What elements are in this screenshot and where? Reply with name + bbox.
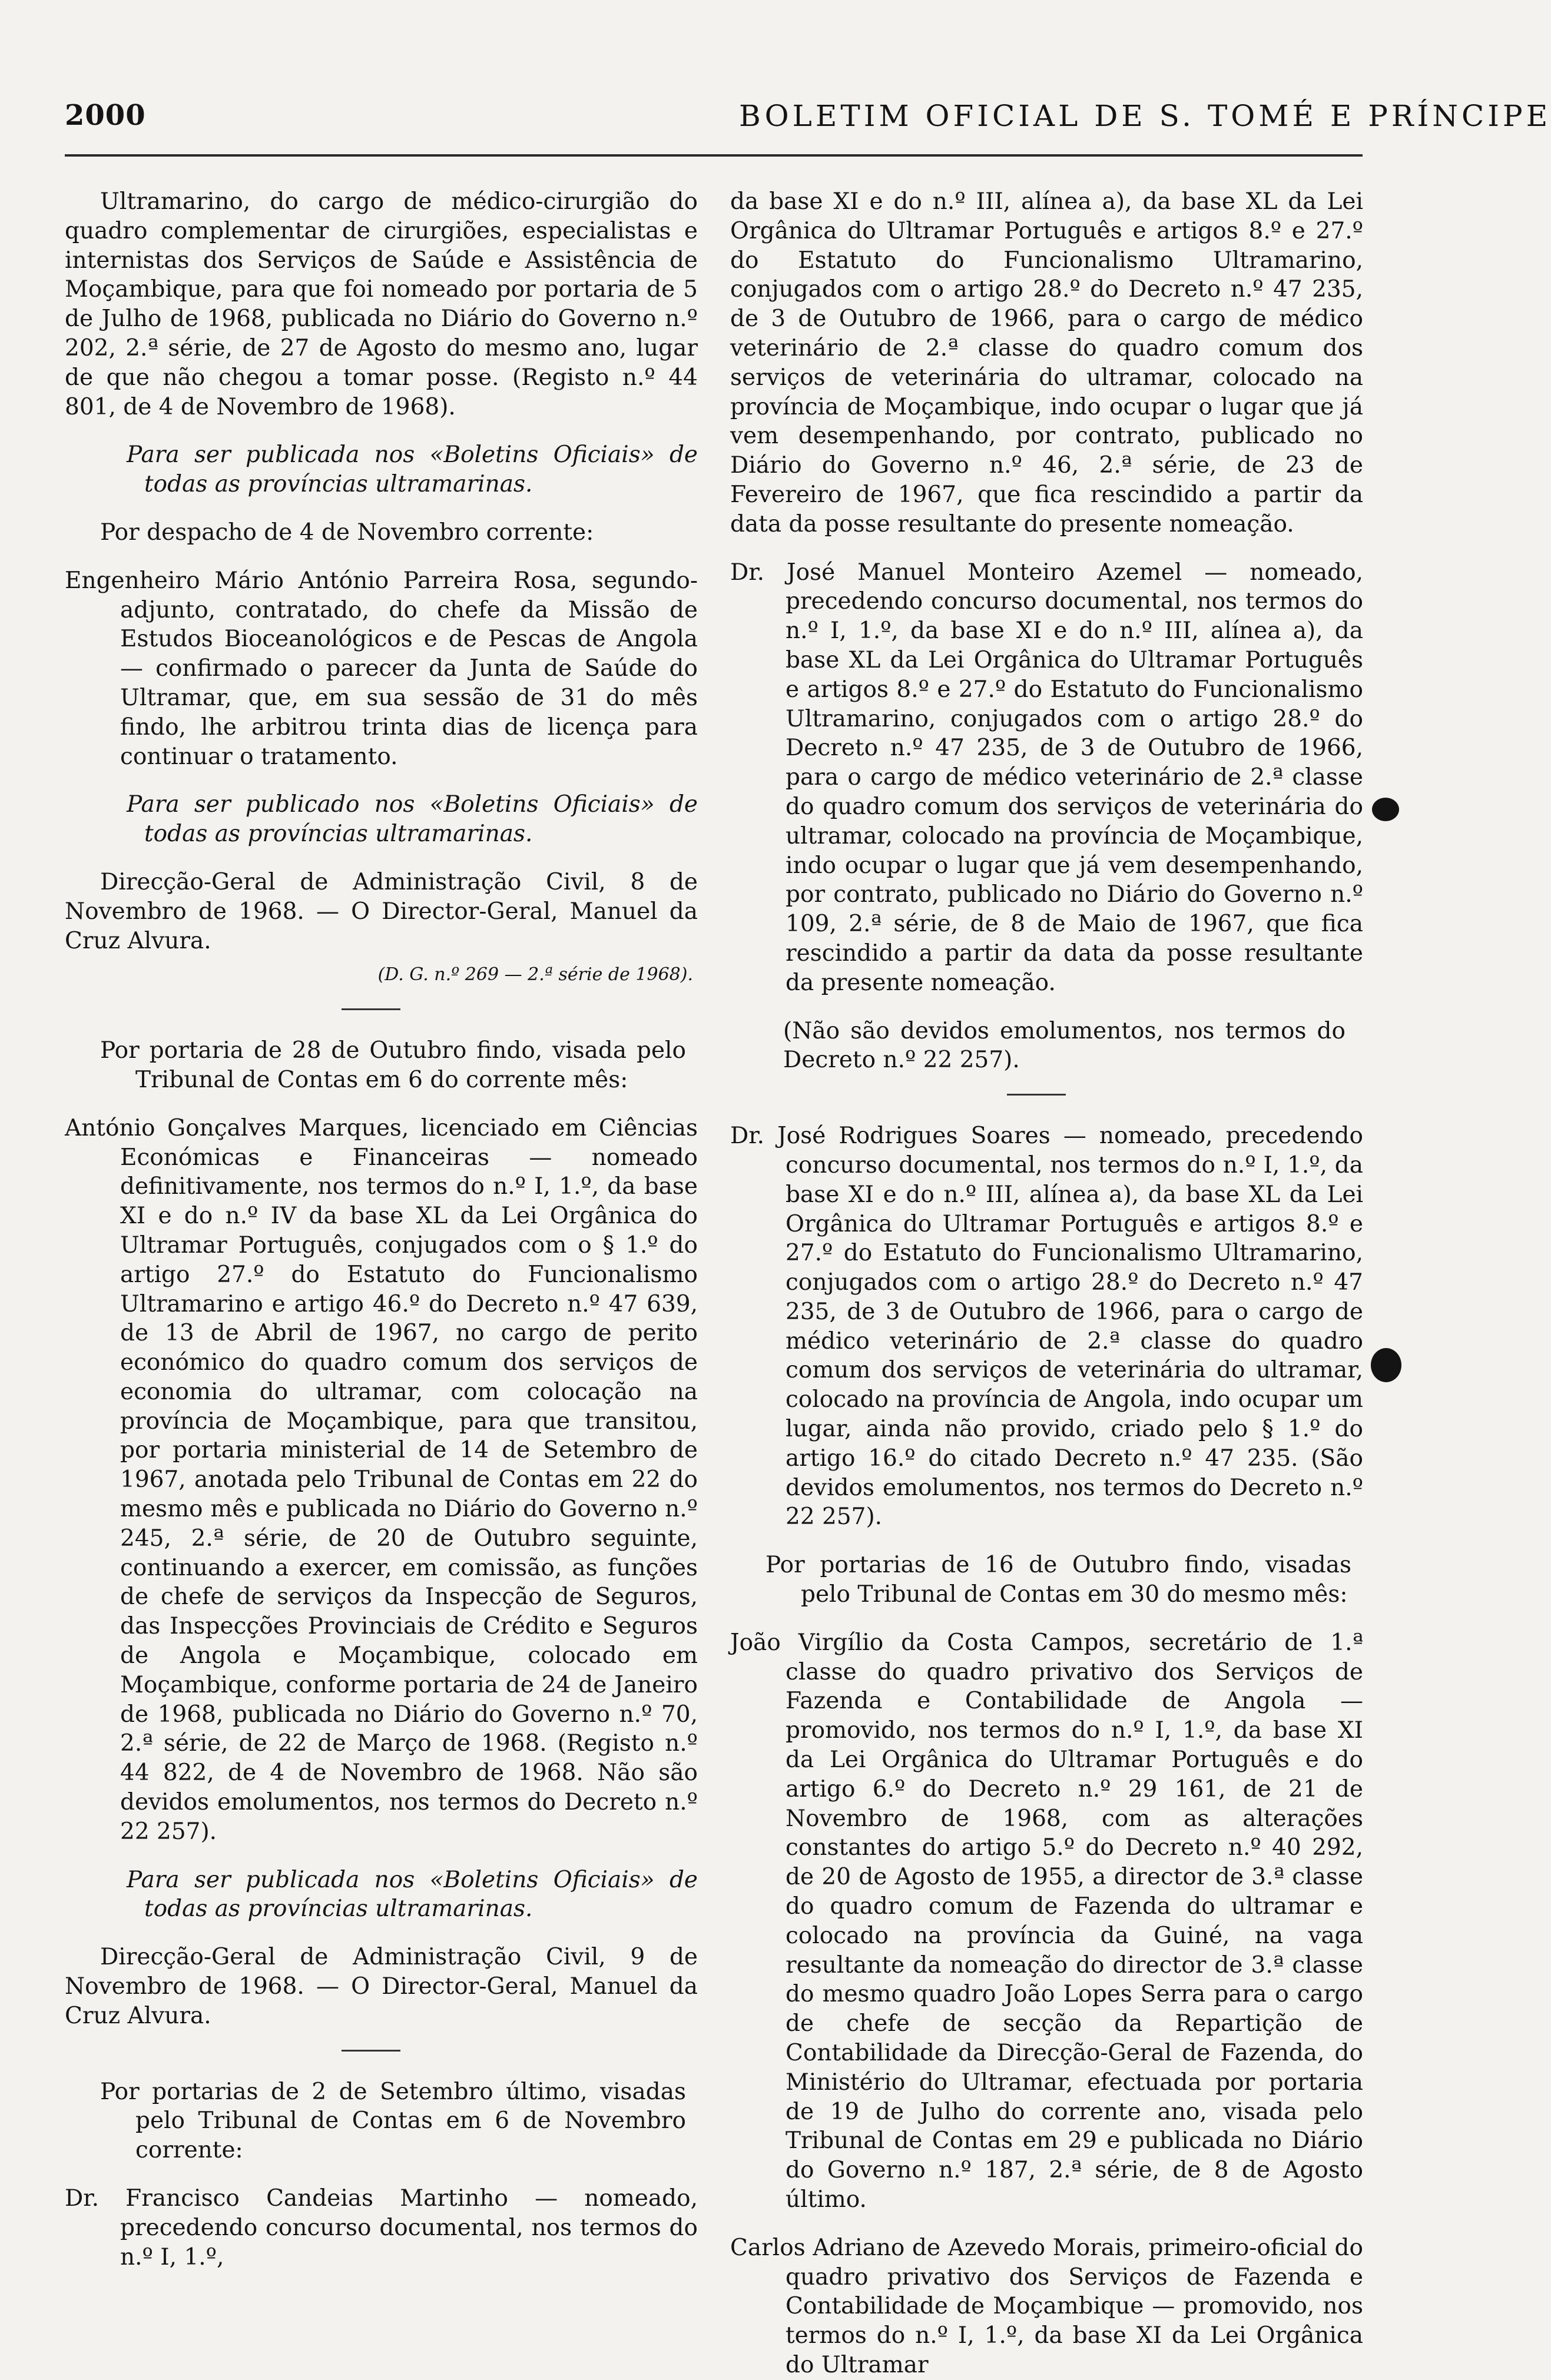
publication-note: Para ser publicada nos «Boletins Oficiais» de todas as províncias ultramarinas. (127, 1866, 698, 1923)
signature-line: Direcção-Geral de Administração Civil, 9 de Novembro de 1968. — O Director-Geral, Manuel da Cruz Alvura. (65, 1944, 698, 2029)
portaria-intro: Por portaria de 28 de Outubro findo, visada pelo Tribunal de Contas em 6 do corrente mês: (100, 1037, 686, 1093)
entry-francisco-martinho: Dr. Francisco Candeias Martinho — nomeado, precedendo concurso documental, nos termos do n.º I, 1.º, (65, 2185, 698, 2271)
despacho-intro: Por despacho de 4 de Novembro corrente: (100, 519, 594, 546)
entry-jose-azemel: Dr. José Manuel Monteiro Azemel — nomeado, precedendo concurso documental, nos termos do n.º I, 1.º, da base XI e do n.º III, alínea a), da base XL da Lei Orgânica do Ultramar Português e artigos 8.º e 27.º do Estatuto do Funcionalismo Ultramarino, conjugados com o artigo 28.º do Decreto n.º 47 235, de 3 de Outubro de 1966, para o cargo de médico veterinário de 2.ª classe do quadro comum dos serviços de veterinária do ultramar, colocado na província de Moçambique, indo ocupar o lugar que já vem desempenhando, por contrato, publicado no Diário do Governo n.º 109, 2.ª série, de 8 de Maio de 1967, que fica rescindido a partir da data da posse resultante da presente nomeação. (730, 559, 1363, 996)
ink-blot (1371, 1348, 1401, 1382)
section-separator (342, 2050, 400, 2052)
page-number: 2000 (65, 99, 146, 132)
portarias-intro: Por portarias de 2 de Setembro último, visadas pelo Tribunal de Contas em 6 de Novembro corrente: (100, 2078, 686, 2164)
entry-mario-rosa: Engenheiro Mário António Parreira Rosa, segundo-adjunto, contratado, do chefe da Missão de Estudos Bioceanológicos e de Pescas de Angola — confirmado o parecer da Junta de Saúde do Ultramar, que, em sua sessão de 31 do mês findo, lhe arbitrou trinta dias de licença para continuar o tratamento. (65, 567, 698, 770)
entry-joao-campos: João Virgílio da Costa Campos, secretário de 1.ª classe do quadro privativo dos Serviços de Fazenda e Contabilidade de Angola — promovido, nos termos do n.º I, 1.º, da base XI da Lei Orgânica do Ultramar Português e do artigo 6.º do Decreto n.º 29 161, de 21 de Novembro de 1968, com as alterações constantes do artigo 5.º do Decreto n.º 40 292, de 20 de Agosto de 1955, a director de 3.ª classe do quadro comum de Fazenda do ultramar e colocado na província da Guiné, na vaga resultante da nomeação do director de 3.ª classe do mesmo quadro João Lopes Serra para o cargo de chefe de secção da Repartição de Contabilidade da Direcção-Geral de Fazenda, do Ministério do Ultramar, efectuada por portaria de 19 de Julho do corrente ano, visada pelo Tribunal de Contas em 29 e publicada no Diário do Governo n.º 187, 2.ª série, de 8 de Agosto último. (730, 1629, 1363, 2213)
header-rule (65, 154, 1363, 157)
entry-jose-soares: Dr. José Rodrigues Soares — nomeado, precedendo concurso documental, nos termos do n.º I, 1.º, da base XI e do n.º III, alínea a), da base XL da Lei Orgânica do Ultramar Português e artigos 8.º e 27.º do Estatuto do Funcionalismo Ultramarino, conjugados com o artigo 28.º do Decreto n.º 47 235, de 3 de Outubro de 1966, para o cargo de médico veterinário de 2.ª classe do quadro comum dos serviços de veterinária do ultramar, colocado na província de Angola, indo ocupar um lugar, ainda não provido, criado pelo § 1.º do artigo 16.º do citado Decreto n.º 47 235. (São devidos emolumentos, nos termos do Decreto n.º 22 257). (730, 1123, 1363, 1531)
gazette-reference: (D. G. n.º 269 — 2.ª série de 1968). (377, 964, 693, 985)
ink-blot (1372, 798, 1399, 821)
running-title: BOLETIM OFICIAL DE S. TOMÉ E PRÍNCIPE (739, 99, 1551, 133)
section-separator (342, 1008, 400, 1010)
paragraph-continuation: da base XI e do n.º III, alínea a), da base XL da Lei Orgânica do Ultramar Português e artigos 8.º e 27.º do Estatuto do Funcionalismo Ultramarino, conjugados com o artigo 28.º do Decreto n.º 47 235, de 3 de Outubro de 1966, para o cargo de médico veterinário de 2.ª classe do quadro comum dos serviços de veterinária do ultramar, colocado na província de Moçambique, indo ocupar o lugar que já vem desempenhando, por contrato, publicado no Diário do Governo n.º 46, 2.ª série, de 23 de Fevereiro de 1967, que fica rescindido a partir da data da posse resultante do presente nomeação. (730, 188, 1363, 537)
paragraph-continuation: Ultramarino, do cargo de médico-cirurgião do quadro complementar de cirurgiões, especialistas e internistas dos Serviços de Saúde e Assistência de Moçambique, para que foi nomeado por portaria de 5 de Julho de 1968, publicada no Diário do Governo n.º 202, 2.ª série, de 27 de Agosto do mesmo ano, lugar de que não chegou a tomar posse. (Registo n.º 44 801, de 4 de Novembro de 1968). (65, 188, 698, 420)
right-column (730, 187, 1363, 2378)
signature-line: Direcção-Geral de Administração Civil, 8 de Novembro de 1968. — O Director-Geral, Manuel da Cruz Alvura. (65, 868, 698, 954)
section-separator (1007, 1094, 1066, 1096)
emolument-note: (Não são devidos emolumentos, nos termos do Decreto n.º 22 257). (783, 1017, 1345, 1074)
publication-note: Para ser publicada nos «Boletins Oficiais» de todas as províncias ultramarinas. (127, 442, 698, 498)
publication-note: Para ser publicado nos «Boletins Oficiais» de todas as províncias ultramarinas. (127, 791, 698, 848)
left-column (65, 187, 698, 2271)
entry-carlos-morais: Carlos Adriano de Azevedo Morais, primeiro-oficial do quadro privativo dos Serviços de Fazenda e Contabilidade de Moçambique — promovido, nos termos do n.º I, 1.º, da base XI da Lei Orgânica do Ultramar (730, 2234, 1363, 2378)
portarias-intro: Por portarias de 16 de Outubro findo, visadas pelo Tribunal de Contas em 30 do mesmo mês: (765, 1552, 1351, 1608)
entry-antonio-marques: António Gonçalves Marques, licenciado em Ciências Económicas e Financeiras — nomeado definitivamente, nos termos do n.º I, 1.º, da base XI e do n.º IV da base XL da Lei Orgânica do Ultramar Português, conjugados com o § 1.º do artigo 27.º do Estatuto do Funcionalismo Ultramarino e artigo 46.º do Decreto n.º 47 639, de 13 de Abril de 1967, no cargo de perito económico do quadro comum dos serviços de economia do ultramar, com colocação na província de Moçambique, para que transitou, por portaria ministerial de 14 de Setembro de 1967, anotada pelo Tribunal de Contas em 22 do mesmo mês e publicada no Diário do Governo n.º 245, 2.ª série, de 20 de Outubro seguinte, continuando a exercer, em comissão, as funções de chefe de serviços da Inspecção de Seguros, das Inspecções Provinciais de Crédito e Seguros de Angola e Moçambique, colocado em Moçambique, conforme portaria de 24 de Janeiro de 1968, publicada no Diário do Governo n.º 70, 2.ª série, de 22 de Março de 1968. (Registo n.º 44 822, de 4 de Novembro de 1968. Não são devidos emolumentos, nos termos do Decreto n.º 22 257). (65, 1114, 698, 1845)
